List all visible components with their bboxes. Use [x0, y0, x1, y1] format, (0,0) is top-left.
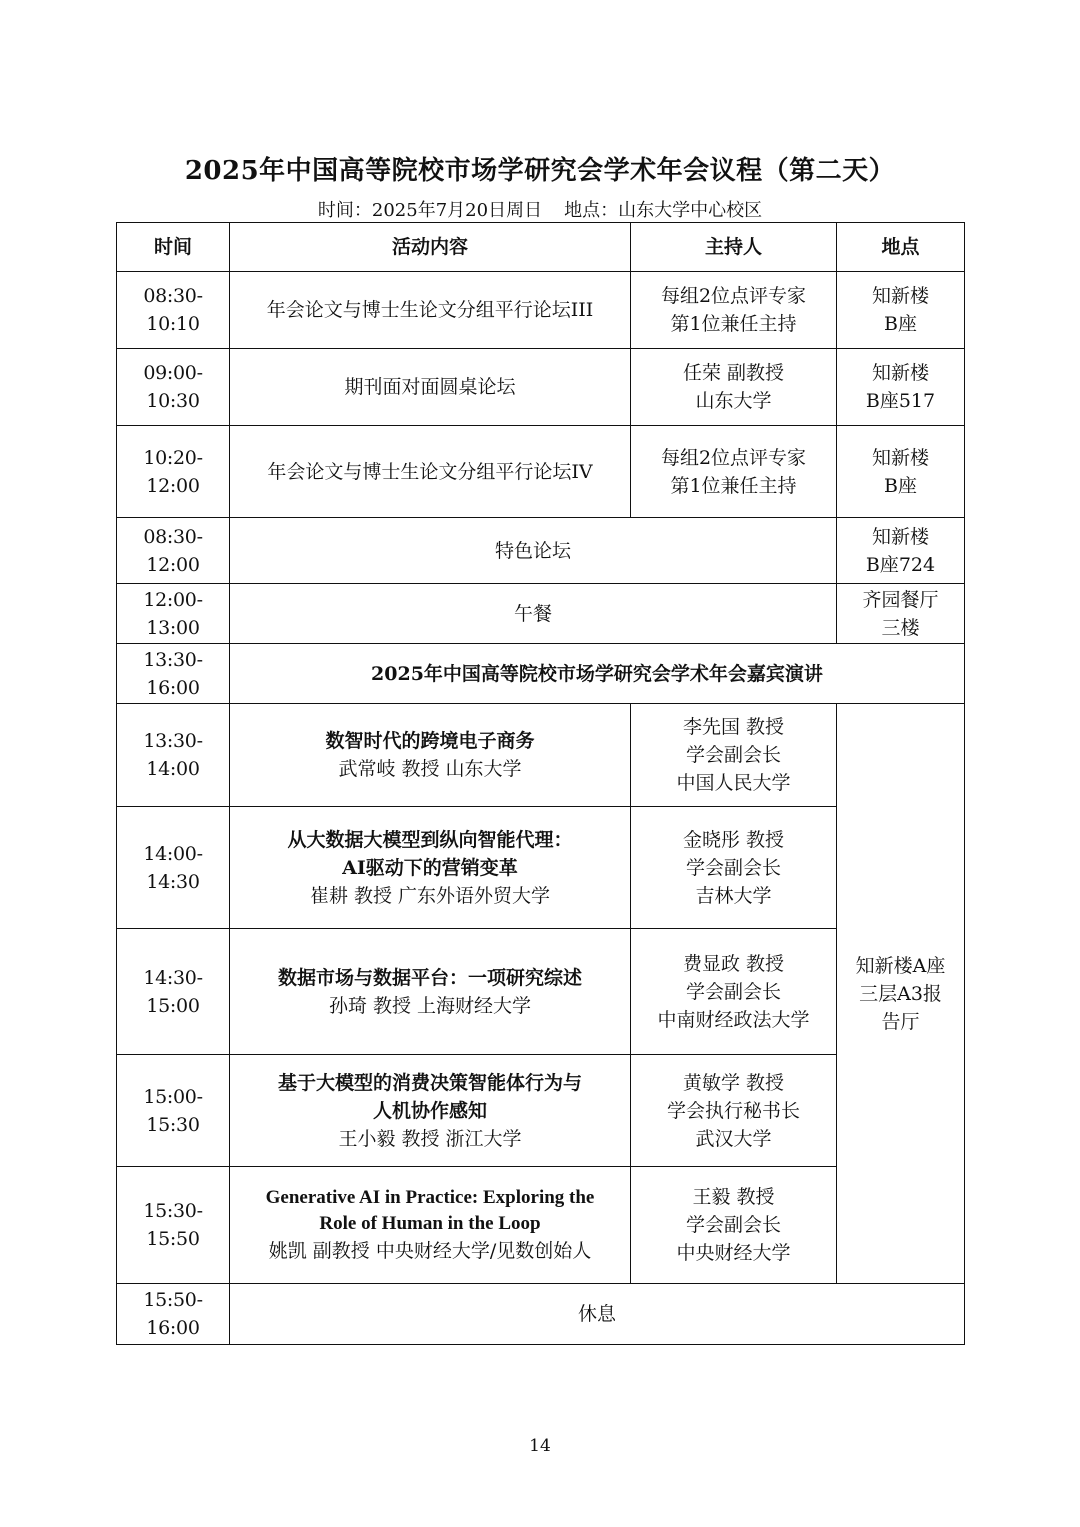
- talk-topic: Role of Human in the Loop: [319, 1213, 541, 1234]
- host-line: 第1位兼任主持: [670, 313, 797, 335]
- row-time: 12:00-13:00: [117, 584, 230, 644]
- table-header-row: [117, 223, 965, 272]
- host-line: 每组2位点评专家: [660, 285, 807, 307]
- row-place: [837, 272, 965, 349]
- page-title: 2025年中国高等院校市场学研究会学术年会议程（第二天）: [184, 156, 896, 186]
- row-time: 10:20-12:00: [117, 426, 230, 518]
- row-host: [631, 426, 837, 518]
- table-row: [117, 1284, 965, 1345]
- keynote-heading: 2025年中国高等院校市场学研究会学术年会嘉宾演讲: [230, 644, 965, 704]
- row-host: [631, 272, 837, 349]
- row-place: [837, 349, 965, 426]
- row-host: [631, 349, 837, 426]
- row-place: [837, 518, 965, 584]
- host-line: 中国人民大学: [676, 772, 791, 794]
- row-time: 14:30-15:00: [117, 929, 230, 1055]
- host-line: 任荣 副教授: [682, 362, 785, 384]
- place-line: 知新楼: [871, 446, 929, 469]
- host-line: 每组2位点评专家: [660, 446, 807, 469]
- place-line: 知新楼: [871, 525, 929, 548]
- host-line: 学会副会长: [685, 980, 781, 1003]
- subtitle-place: 地点：山东大学中心校区: [564, 200, 763, 221]
- table-row: [117, 704, 965, 807]
- keynote-place: [837, 704, 965, 1284]
- place-line: 齐园餐厅: [862, 588, 939, 611]
- place-line: 告厅: [881, 1010, 920, 1033]
- row-talk: [230, 929, 631, 1055]
- row-talk: [230, 1167, 631, 1284]
- row-talk: [230, 1055, 631, 1167]
- place-line: 三楼: [881, 616, 920, 639]
- talk-topic: 数智时代的跨境电子商务: [325, 730, 535, 752]
- host-line: 王毅 教授: [692, 1186, 775, 1208]
- place-line: 知新楼: [871, 285, 929, 307]
- subtitle-time: 时间：2025年7月20日周日: [317, 200, 543, 221]
- row-activity: 休息: [230, 1284, 965, 1345]
- talk-speaker: 姚凯 副教授 中央财经大学/见数创始人: [268, 1240, 592, 1262]
- talk-topic: 人机协作感知: [372, 1099, 487, 1122]
- place-line: 知新楼: [871, 362, 929, 384]
- row-time: 08:30-12:00: [117, 518, 230, 584]
- host-line: 吉林大学: [695, 884, 772, 907]
- table-row: [117, 272, 965, 349]
- row-activity: 年会论文与博士生论文分组平行论坛IV: [230, 426, 631, 518]
- row-place: [837, 584, 965, 644]
- table-row: [117, 426, 965, 518]
- row-host: [631, 1167, 837, 1284]
- place-line: B座: [884, 313, 917, 335]
- row-activity: 期刊面对面圆桌论坛: [230, 349, 631, 426]
- place-line: 三层A3报: [859, 982, 942, 1005]
- table-row: [117, 518, 965, 584]
- host-line: 李先国 教授: [682, 716, 785, 738]
- talk-speaker: 崔耕 教授 广东外语外贸大学: [309, 884, 551, 907]
- place-line: B座724: [865, 553, 936, 576]
- row-place: [837, 426, 965, 518]
- table-row: [117, 644, 965, 704]
- row-activity: 午餐: [230, 584, 837, 644]
- row-time: 13:30-14:00: [117, 704, 230, 807]
- row-talk: [230, 704, 631, 807]
- row-host: [631, 807, 837, 929]
- row-time: 15:50-16:00: [117, 1284, 230, 1345]
- host-line: 金晓彤 教授: [682, 828, 785, 851]
- page-subtitle: [0, 196, 1080, 222]
- host-line: 中央财经大学: [676, 1242, 791, 1264]
- place-line: B座: [884, 474, 917, 497]
- host-line: 中南财经政法大学: [657, 1008, 810, 1031]
- talk-topic: 基于大模型的消费决策智能体行为与: [277, 1071, 582, 1094]
- host-line: 学会副会长: [685, 744, 781, 766]
- row-host: [631, 1055, 837, 1167]
- row-time: 09:00-10:30: [117, 349, 230, 426]
- place-line: 知新楼A座: [855, 954, 946, 977]
- row-time: 15:30-15:50: [117, 1167, 230, 1284]
- host-line: 学会副会长: [685, 1214, 781, 1236]
- row-host: [631, 929, 837, 1055]
- row-activity: 特色论坛: [230, 518, 837, 584]
- row-host: [631, 704, 837, 807]
- row-time: 08:30-10:10: [117, 272, 230, 349]
- talk-topic: AI驱动下的营销变革: [342, 856, 518, 879]
- row-talk: [230, 807, 631, 929]
- host-line: 武汉大学: [695, 1127, 772, 1150]
- talk-topic: Generative AI in Practice: Exploring the: [265, 1187, 595, 1208]
- place-line: B座517: [865, 390, 936, 412]
- row-time: 15:00-15:30: [117, 1055, 230, 1167]
- header-activity: 活动内容: [230, 223, 631, 272]
- agenda-table: [116, 222, 965, 1345]
- talk-topic: 从大数据大模型到纵向智能代理：: [287, 828, 573, 851]
- talk-speaker: 孙琦 教授 上海财经大学: [328, 994, 532, 1017]
- table-row: [117, 584, 965, 644]
- talk-speaker: 武常岐 教授 山东大学: [338, 758, 522, 780]
- row-time: 13:30-16:00: [117, 644, 230, 704]
- host-line: 山东大学: [695, 390, 772, 412]
- row-time: 14:00-14:30: [117, 807, 230, 929]
- host-line: 第1位兼任主持: [670, 474, 797, 497]
- header-host: 主持人: [631, 223, 837, 272]
- host-line: 学会副会长: [685, 856, 781, 879]
- table-row: [117, 349, 965, 426]
- talk-speaker: 王小毅 教授 浙江大学: [338, 1127, 522, 1150]
- header-place: 地点: [837, 223, 965, 272]
- header-time: 时间: [117, 223, 230, 272]
- talk-topic: 数据市场与数据平台：一项研究综述: [277, 966, 582, 989]
- host-line: 费显政 教授: [682, 952, 785, 975]
- row-activity: 年会论文与博士生论文分组平行论坛III: [230, 272, 631, 349]
- host-line: 学会执行秘书长: [666, 1099, 800, 1122]
- page-number: 14: [529, 1436, 551, 1456]
- host-line: 黄敏学 教授: [682, 1071, 785, 1094]
